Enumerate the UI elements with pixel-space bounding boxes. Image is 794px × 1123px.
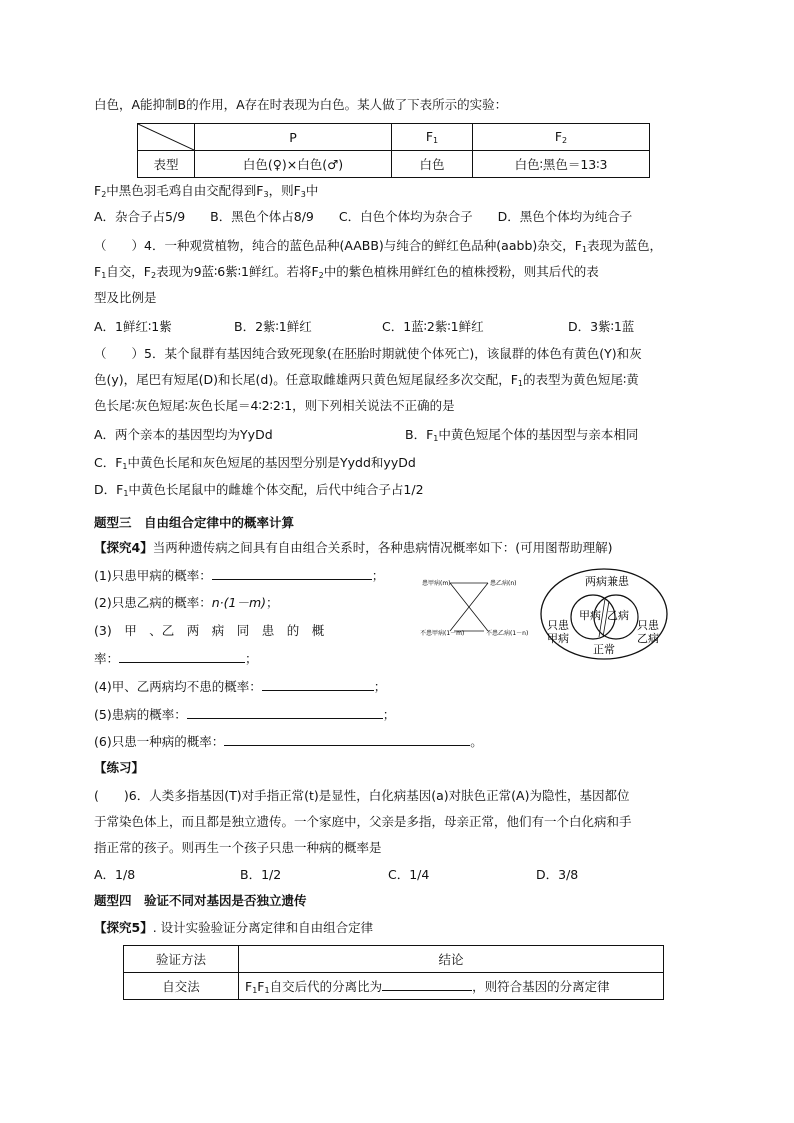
venn-normal: 正常 — [593, 643, 615, 656]
q6-option-d: D．3/8 — [536, 867, 579, 882]
q5-line: （ ）5．某个鼠群有基因纯合致死现象(在胚胎时期就使个体死亡)，该鼠群的体色有黄色(Y)和灰 — [94, 346, 642, 361]
explore-5-text: . 设计实验验证分离定律和自由组合定律 — [152, 920, 374, 935]
venn-b: 乙病 — [607, 609, 629, 622]
item-5: (5)患病的概率： ； — [94, 707, 396, 722]
cell-p: 白色(♀)×白色(♂) — [195, 151, 392, 178]
item-4: (4)甲、乙两病均不患的概率： ； — [94, 679, 387, 694]
label-tr: 患乙病(n) — [490, 580, 517, 587]
header-method: 验证方法 — [124, 946, 239, 973]
venn-diagram — [539, 567, 669, 661]
q4-option-a: A．1鲜红∶1紫 — [94, 319, 172, 334]
explore-4 — [94, 539, 734, 557]
section-heading-4: 题型四 验证不同对基因是否独立遗传 — [94, 893, 307, 908]
answer-blank[interactable] — [262, 677, 374, 691]
label-tl: 患甲病(m) — [422, 580, 451, 587]
q3-options: A．杂合子占5/9 B．黑色个体占8/9 C．白色个体均为杂合子 D．黑色个体均为纯合子 — [94, 209, 633, 224]
text-line: $F_2$中黑色羽毛鸡自由交配得到$F_3$，则$F_3$中 — [94, 183, 319, 199]
explore-4-text: 当两种遗传病之间具有自由组合关系时，各种患病情况概率如下：(可用图帮助理解) — [152, 540, 613, 555]
header-f2: $F_2$ — [473, 124, 650, 151]
venn-onlyA2: 甲病 — [547, 632, 569, 645]
venn-a: 甲病 — [579, 609, 601, 622]
q6-line: 于常染色体上，而且都是独立遗传。一个家庭中，父亲是多指，母亲正常，他们有一个白化病和手 — [94, 814, 632, 829]
answer-blank[interactable] — [212, 566, 372, 580]
label-br: 不患乙病(1－n) — [486, 630, 529, 637]
item-3b: 率： ； — [94, 651, 258, 666]
q6-line: 指正常的孩子。则再生一个孩子只患一种病的概率是 — [94, 840, 382, 855]
venn-both: 两病兼患 — [585, 575, 629, 588]
cell-f2: 白色∶黑色＝13∶3 — [473, 151, 650, 178]
answer-blank[interactable] — [224, 732, 470, 746]
q6-option-b: B．1/2 — [240, 867, 282, 882]
row-label: 表型 — [138, 151, 195, 178]
explore-4-tag: 【探究4】 — [94, 540, 153, 555]
q4-option-b: B．2紫∶1鲜红 — [234, 319, 312, 334]
q4-option-c: C．1蓝∶2紫∶1鲜红 — [382, 319, 484, 334]
probability-cross-diagram — [420, 575, 532, 647]
cell-method: 自交法 — [124, 973, 239, 1000]
q4-option-d: D．3紫∶1蓝 — [568, 319, 635, 334]
q5-option-c: C．$F_1$中黄色长尾和灰色短尾的基因型分别是Yydd和yyDd — [94, 455, 416, 471]
q5-line: 色长尾∶灰色短尾∶灰色长尾＝4∶2∶2∶1，则下列相关说法不正确的是 — [94, 398, 455, 413]
q6-option-c: C．1/4 — [388, 867, 430, 882]
q4-line: 型及比例是 — [94, 290, 157, 305]
q4-line: $F_1$自交，$F_2$表现为9蓝∶6紫∶1鲜红。若将$F_2$中的紫色植株用鲜红色的植株授粉，则其后代的表 — [94, 264, 599, 280]
header-f1: $F_1$ — [392, 124, 473, 151]
header-p: P — [195, 124, 392, 151]
q5-option-a: A．两个亲本的基因型均为YyDd — [94, 427, 273, 442]
header-conclusion: 结论 — [239, 946, 664, 973]
item-6: (6)只患一种病的概率： 。 — [94, 734, 483, 749]
item-1: (1)只患甲病的概率： ； — [94, 568, 385, 583]
explore-5 — [94, 919, 734, 937]
venn-onlyA1: 只患 — [547, 619, 569, 632]
q5-option-b: B．$F_1$中黄色短尾个体的基因型与亲本相同 — [405, 427, 639, 443]
q4-line: （ ）4．一种观赏植物，纯合的蓝色品种(AABB)与纯合的鲜红色品种(aabb)杂交，$F_1$表现为蓝色， — [94, 238, 663, 254]
explore-5-tag: 【探究5】 — [94, 920, 153, 935]
item-3a: (3) 甲 、乙 两 病 同 患 的 概 — [94, 623, 325, 638]
experiment-table — [137, 123, 650, 178]
practice-tag: 【练习】 — [94, 760, 145, 775]
answer-blank[interactable] — [187, 705, 383, 719]
venn-onlyB2: 乙病 — [637, 632, 659, 645]
cell-conclusion: $F_1F_1$自交后代的分离比为 ，则符合基因的分离定律 — [239, 973, 664, 1000]
section-heading-3: 题型三 自由组合定律中的概率计算 — [94, 515, 295, 530]
cell-f1: 白色 — [392, 151, 473, 178]
answer-blank[interactable] — [119, 649, 245, 663]
answer-blank[interactable] — [382, 977, 472, 991]
q5-option-d: D．$F_1$中黄色长尾鼠中的雌雄个体交配，后代中纯合子占1/2 — [94, 482, 424, 498]
diagonal-line — [138, 124, 194, 150]
text-line: 白色，A能抑制B的作用，A存在时表现为白色。某人做了下表所示的实验： — [94, 97, 508, 112]
q6-line: ( )6．人类多指基因(T)对手指正常(t)是显性，白化病基因(a)对肤色正常(A)为隐性，基因都位 — [94, 788, 630, 803]
venn-onlyB1: 只患 — [637, 619, 659, 632]
diagonal-header-cell — [138, 124, 195, 151]
label-bl: 不患甲病(1－m) — [420, 630, 465, 637]
q5-line: 色(y)，尾巴有短尾(D)和长尾(d)。任意取雌雄两只黄色短尾鼠经多次交配，$F_1$的表型为黄色短尾∶黄 — [94, 372, 639, 388]
item-2: (2)只患乙病的概率：n·(1－m)； — [94, 595, 279, 610]
verification-table — [123, 945, 664, 1000]
q6-option-a: A．1/8 — [94, 867, 136, 882]
